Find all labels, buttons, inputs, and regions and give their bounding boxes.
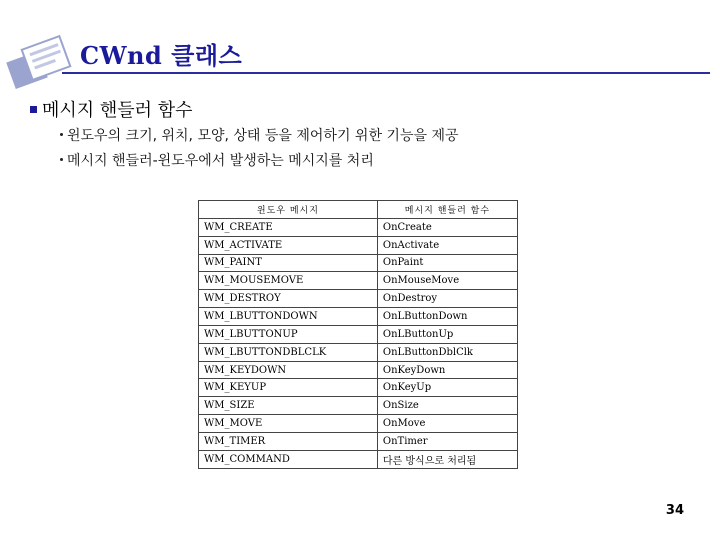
- window-message-cell: WM_LBUTTONDOWN: [199, 308, 378, 326]
- message-handler-table: [198, 200, 518, 469]
- handler-function-cell: OnPaint: [377, 254, 517, 272]
- dot-bullet-icon: [60, 158, 63, 161]
- window-message-cell: WM_DESTROY: [199, 290, 378, 308]
- window-message-cell: WM_KEYDOWN: [199, 361, 378, 379]
- slide-title: CWnd 클래스: [80, 41, 243, 70]
- title-underline: [62, 72, 710, 74]
- subpoint-text: 메시지 핸들러-윈도우에서 발생하는 메시지를 처리: [67, 153, 374, 169]
- handler-function-cell: OnKeyUp: [377, 379, 517, 397]
- handler-function-cell: OnSize: [377, 397, 517, 415]
- handler-function-cell: OnMouseMove: [377, 272, 517, 290]
- table-row: [199, 379, 518, 397]
- window-message-cell: WM_MOUSEMOVE: [199, 272, 378, 290]
- table-row: [199, 450, 518, 468]
- table-row: [199, 343, 518, 361]
- handler-function-cell: OnDestroy: [377, 290, 517, 308]
- table-row: [199, 254, 518, 272]
- slide-logo-graphic: [6, 26, 78, 92]
- handler-function-cell: OnLButtonUp: [377, 325, 517, 343]
- window-message-cell: WM_CREATE: [199, 218, 378, 236]
- table-row: [199, 236, 518, 254]
- table-row: [199, 272, 518, 290]
- handler-function-cell: OnTimer: [377, 432, 517, 450]
- column-header: 메시지 핸들러 함수: [377, 201, 517, 219]
- table-row: [199, 361, 518, 379]
- table-row: [199, 218, 518, 236]
- window-message-cell: WM_KEYUP: [199, 379, 378, 397]
- window-message-cell: WM_MOVE: [199, 415, 378, 433]
- window-message-cell: WM_SIZE: [199, 397, 378, 415]
- window-message-cell: WM_PAINT: [199, 254, 378, 272]
- window-message-cell: WM_TIMER: [199, 432, 378, 450]
- column-header: 윈도우 메시지: [199, 201, 378, 219]
- window-message-cell: WM_LBUTTONDBLCLK: [199, 343, 378, 361]
- table-row: [199, 415, 518, 433]
- square-bullet-icon: [30, 106, 37, 113]
- table-row: [199, 290, 518, 308]
- window-message-cell: WM_COMMAND: [199, 450, 378, 468]
- table-header-row: [199, 201, 518, 219]
- handler-function-cell: OnCreate: [377, 218, 517, 236]
- handler-function-cell: 다른 방식으로 처리됨: [377, 450, 517, 468]
- dot-bullet-icon: [60, 133, 63, 136]
- table-body: [199, 218, 518, 468]
- subpoint: [60, 150, 374, 170]
- handler-function-cell: OnMove: [377, 415, 517, 433]
- section-heading: [30, 96, 193, 122]
- handler-function-cell: OnKeyDown: [377, 361, 517, 379]
- handler-function-cell: OnLButtonDblClk: [377, 343, 517, 361]
- subpoint: [60, 125, 459, 145]
- table-row: [199, 325, 518, 343]
- page-number: 34: [665, 503, 684, 518]
- handler-function-cell: OnActivate: [377, 236, 517, 254]
- handler-function-cell: OnLButtonDown: [377, 308, 517, 326]
- window-message-cell: WM_ACTIVATE: [199, 236, 378, 254]
- table-row: [199, 308, 518, 326]
- table-row: [199, 397, 518, 415]
- section-heading-text: 메시지 핸들러 함수: [42, 100, 193, 121]
- subpoint-text: 윈도우의 크기, 위치, 모양, 상태 등을 제어하기 위한 기능을 제공: [67, 128, 459, 144]
- window-message-cell: WM_LBUTTONUP: [199, 325, 378, 343]
- table-row: [199, 432, 518, 450]
